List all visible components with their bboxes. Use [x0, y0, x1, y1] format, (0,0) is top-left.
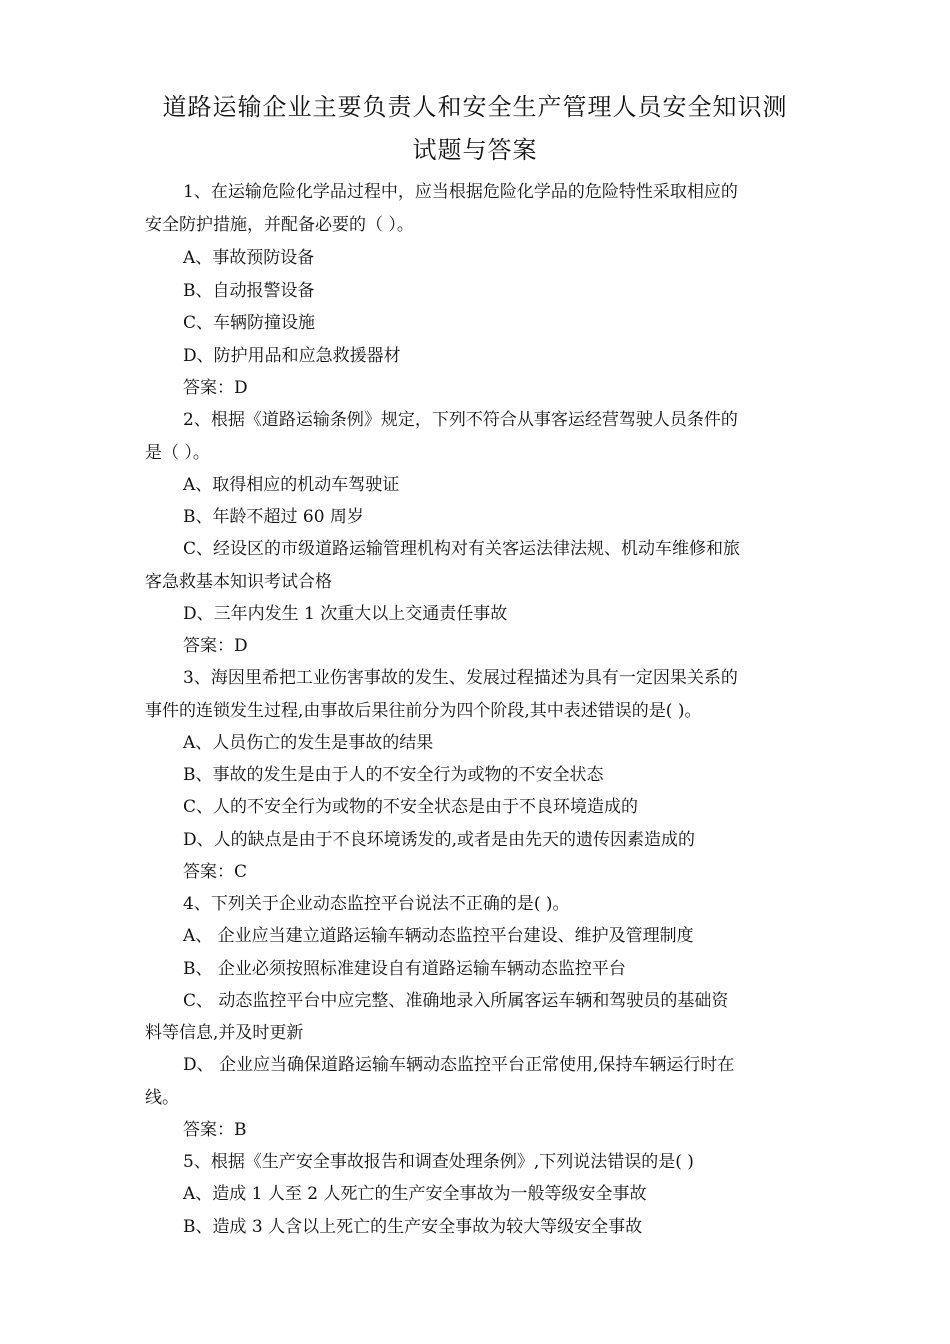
question-1-answer: 答案：D: [183, 378, 248, 398]
question-3-answer: 答案：C: [183, 862, 248, 882]
question-1-option-a: A、事故预防设备: [183, 248, 315, 268]
question-3-option-c: C、人的不安全行为或物的不安全状态是由于不良环境造成的: [183, 797, 639, 817]
question-1-text: 1、在运输危险化学品过程中，应当根据危险化学品的危险特性采取相应的: [183, 182, 738, 202]
document-title-line-1: 道路运输企业主要负责人和安全生产管理人员安全知识测: [162, 93, 788, 121]
question-2-option-b: B、年龄不超过 60 周岁: [183, 507, 364, 527]
question-5-option-b: B、造成 3 人含以上死亡的生产安全事故为较大等级安全事故: [183, 1217, 643, 1237]
question-4-text: 4、下列关于企业动态监控平台说法不正确的是( )。: [183, 894, 570, 914]
question-3-option-a: A、人员伤亡的发生是事故的结果: [183, 733, 434, 753]
question-3-text: 3、海因里希把工业伤害事故的发生、发展过程描述为具有一定因果关系的: [183, 668, 738, 688]
question-4-answer: 答案：B: [183, 1120, 247, 1140]
question-2-option-c: C、经设区的市级道路运输管理机构对有关客运法律法规、机动车维修和旅: [183, 539, 741, 559]
question-2-text-continued: 是（ ）。: [145, 443, 210, 463]
question-2-text: 2、根据《道路运输条例》规定，下列不符合从事客运经营驾驶人员条件的: [183, 410, 738, 430]
question-1-option-c: C、车辆防撞设施: [183, 313, 316, 333]
question-2-option-d: D、三年内发生 1 次重大以上交通责任事故: [183, 604, 508, 624]
question-1-option-b: B、自动报警设备: [183, 281, 315, 301]
question-4-option-b: B、 企业必须按照标准建设自有道路运输车辆动态监控平台: [183, 959, 626, 979]
question-2-option-c-continued: 客急救基本知识考试合格: [145, 572, 332, 592]
question-4-option-c: C、 动态监控平台中应完整、准确地录入所属客运车辆和驾驶员的基础资: [183, 991, 729, 1011]
question-4-option-d-continued: 线。: [145, 1088, 179, 1108]
question-2-option-a: A、取得相应的机动车驾驶证: [183, 475, 400, 495]
question-4-option-d: D、 企业应当确保道路运输车辆动态监控平台正常使用,保持车辆运行时在: [183, 1055, 735, 1075]
question-3-option-d: D、人的缺点是由于不良环境诱发的,或者是由先天的遗传因素造成的: [183, 830, 696, 850]
document-title-line-2: 试题与答案: [412, 136, 538, 164]
question-1-option-d: D、防护用品和应急救援器材: [183, 346, 401, 366]
question-1-text-continued: 安全防护措施，并配备必要的（ ）。: [145, 215, 414, 235]
question-4-option-c-continued: 料等信息,并及时更新: [145, 1023, 304, 1043]
question-5-text: 5、根据《生产安全事故报告和调查处理条例》,下列说法错误的是( ): [183, 1152, 694, 1172]
question-3-text-continued: 事件的连锁发生过程,由事故后果往前分为四个阶段,其中表述错误的是( )。: [145, 701, 702, 721]
question-2-answer: 答案：D: [183, 636, 248, 656]
question-4-option-a: A、 企业应当建立道路运输车辆动态监控平台建设、维护及管理制度: [183, 926, 694, 946]
question-5-option-a: A、造成 1 人至 2 人死亡的生产安全事故为一般等级安全事故: [183, 1184, 647, 1204]
question-3-option-b: B、事故的发生是由于人的不安全行为或物的不安全状态: [183, 765, 604, 785]
